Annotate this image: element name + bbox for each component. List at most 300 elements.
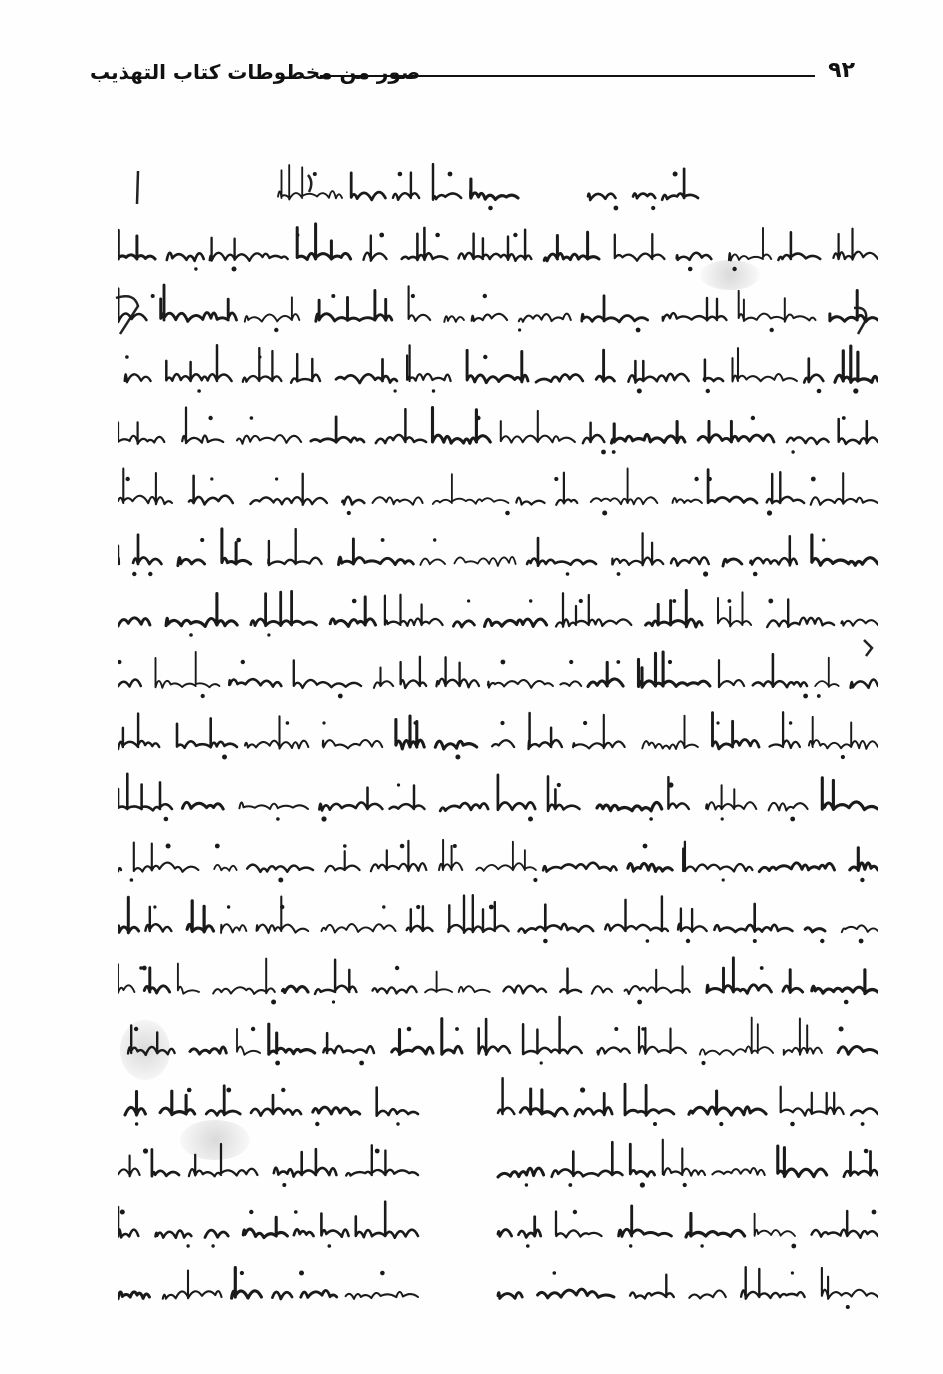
diacritic-dot [861, 1122, 865, 1126]
manuscript-line [118, 891, 878, 949]
diacritic-dot [296, 233, 300, 237]
handwritten-word [145, 906, 171, 931]
handwritten-word [673, 498, 702, 503]
diacritic-dot [525, 1183, 528, 1186]
diacritic-dot [770, 328, 774, 332]
manuscript-line [118, 1196, 878, 1254]
handwritten-word [639, 652, 710, 687]
handwritten-word [163, 1270, 222, 1298]
handwritten-word [118, 469, 172, 505]
handwritten-word [420, 559, 445, 565]
diacritic-dot [768, 599, 773, 604]
manuscript-line [118, 1257, 878, 1315]
handwritten-word [402, 228, 448, 260]
diacritic-dot [790, 1121, 795, 1126]
handwritten-word [407, 906, 433, 931]
diacritic-dot [398, 172, 403, 177]
handwritten-word [433, 474, 509, 504]
handwritten-word [272, 1292, 292, 1299]
handwritten-word [425, 971, 452, 992]
diacritic-dot [338, 694, 343, 699]
handwritten-word [733, 348, 797, 381]
diacritic-dot [649, 817, 653, 821]
handwritten-word [213, 958, 275, 993]
handwritten-word [268, 529, 321, 565]
handwritten-word [187, 900, 213, 931]
handwritten-word [313, 1107, 360, 1114]
diacritic-dot [282, 1183, 286, 1187]
diacritic-dot [817, 389, 822, 394]
diacritic-dot [640, 1182, 645, 1187]
diacritic-dot [343, 844, 347, 848]
handwritten-word [396, 716, 424, 749]
handwritten-word [625, 966, 690, 994]
handwritten-word [247, 864, 313, 871]
handwritten-word [315, 959, 356, 993]
handwritten-word [291, 354, 320, 383]
handwritten-word [178, 963, 199, 993]
diacritic-dot [200, 538, 204, 542]
diacritic-dot [201, 694, 205, 698]
manuscript-line [118, 219, 878, 277]
handwritten-word [467, 351, 528, 383]
diacritic-dot [453, 844, 457, 848]
handwritten-word [519, 1217, 541, 1238]
diacritic-dot [617, 572, 621, 576]
handwritten-word [841, 620, 878, 626]
handwritten-word [556, 594, 631, 628]
handwritten-word [552, 1142, 623, 1177]
handwritten-word [245, 717, 308, 749]
handwritten-word [356, 1202, 418, 1238]
handwritten-word [556, 473, 577, 505]
handwritten-word [630, 1144, 654, 1176]
handwritten-word [544, 232, 599, 260]
handwritten-word [373, 986, 417, 993]
handwritten-word [214, 864, 236, 870]
manuscript-line [118, 463, 878, 521]
diacritic-dot [381, 538, 385, 542]
handwritten-word [323, 1033, 374, 1053]
diacritic-dot [641, 1027, 645, 1031]
diacritic-dot [186, 1244, 189, 1247]
diacritic-dot [505, 511, 510, 516]
diacritic-dot [753, 572, 758, 577]
handwritten-word [118, 964, 134, 993]
diacritic-dot [328, 1244, 332, 1248]
diacritic-dot [708, 477, 712, 481]
handwritten-word [316, 290, 392, 321]
handwritten-word [612, 422, 685, 444]
diacritic-dot [820, 938, 824, 942]
diacritic-dot [614, 206, 619, 211]
handwritten-word [485, 619, 547, 626]
running-title: صور من مخطوطات كتاب التهذيب [90, 60, 421, 84]
handwritten-word [257, 896, 309, 932]
handwritten-word [321, 1213, 348, 1236]
handwritten-word [822, 1268, 878, 1299]
diacritic-dot [673, 172, 678, 177]
diacritic-dot [728, 599, 732, 603]
diacritic-dot [222, 755, 227, 760]
diacritic-dot [299, 1270, 304, 1275]
diacritic-dot [226, 1087, 231, 1092]
handwritten-word [222, 529, 251, 564]
handwritten-word [346, 1292, 418, 1299]
handwritten-word [741, 1267, 805, 1299]
handwritten-word [556, 1211, 602, 1237]
handwritten-word [444, 316, 464, 322]
handwritten-word [374, 668, 393, 688]
handwritten-word [407, 345, 451, 381]
handwritten-word [769, 802, 808, 810]
handwritten-word [504, 985, 547, 993]
page-number: ٩٢ [828, 58, 855, 83]
diacritic-dot [258, 356, 261, 359]
handwritten-word [433, 164, 461, 200]
handwritten-word [573, 715, 625, 749]
handwritten-word [787, 438, 829, 445]
handwritten-word [833, 229, 878, 260]
handwritten-word [575, 1093, 612, 1116]
diacritic-dot [380, 1271, 385, 1276]
handwritten-word [538, 1289, 614, 1298]
handwritten-word [118, 680, 141, 687]
handwritten-word [453, 621, 474, 627]
handwritten-word [501, 411, 575, 443]
handwritten-word [781, 1087, 844, 1116]
handwritten-word [472, 314, 508, 321]
handwritten-word [588, 194, 616, 200]
diacritic-dot [407, 1026, 412, 1031]
diacritic-dot [579, 599, 583, 603]
handwritten-word [815, 658, 839, 687]
handwritten-word [597, 802, 662, 810]
handwritten-word [251, 1095, 301, 1116]
diacritic-dot [208, 416, 212, 420]
diacritic-dot [853, 389, 858, 394]
diacritic-dot [643, 843, 648, 848]
handwritten-word [342, 497, 364, 505]
diacritic-dot [719, 1122, 723, 1126]
diacritic-dot [753, 939, 757, 943]
handwritten-word [161, 285, 237, 321]
handwritten-word [245, 297, 299, 321]
diacritic-dot [501, 660, 506, 665]
handwritten-word [118, 1155, 140, 1176]
diacritic-dot [583, 721, 587, 725]
handwritten-word [479, 1019, 510, 1055]
diacritic-dot [553, 1271, 557, 1275]
diacritic-dot [375, 1148, 380, 1153]
handwritten-word [160, 1091, 195, 1114]
diacritic-dot [668, 660, 672, 664]
diacritic-dot [332, 1000, 335, 1003]
handwritten-word [630, 1275, 674, 1299]
handwritten-word [809, 717, 878, 749]
handwritten-word [294, 1229, 314, 1236]
handwritten-word [536, 375, 583, 383]
handwritten-word [835, 346, 878, 382]
manuscript-text-block [118, 158, 878, 1318]
diacritic-dot [554, 477, 558, 481]
diacritic-dot [569, 660, 573, 664]
handwritten-word [243, 1217, 287, 1237]
handwritten-word [560, 968, 581, 993]
diacritic-dot [132, 572, 136, 576]
handwritten-word [628, 863, 672, 871]
diacritic-dot [347, 511, 351, 515]
diacritic-dot [215, 843, 220, 848]
diacritic-dot [251, 1027, 255, 1031]
handwritten-word [283, 986, 309, 992]
handwritten-word [118, 868, 121, 871]
handwritten-word [612, 534, 663, 566]
handwritten-word [435, 742, 476, 750]
diacritic-dot [872, 1209, 877, 1214]
diacritic-dot [322, 722, 325, 725]
handwritten-word [839, 419, 878, 444]
handwritten-word [739, 291, 816, 322]
diacritic-dot [526, 1244, 530, 1248]
running-header [90, 52, 855, 92]
diacritic-dot [331, 294, 335, 298]
diacritic-dot [811, 477, 816, 482]
handwritten-word [392, 1029, 433, 1054]
handwritten-word [339, 539, 414, 565]
handwritten-word [671, 558, 709, 566]
diacritic-dot [636, 328, 641, 333]
diacritic-dot [139, 966, 142, 969]
diacritic-dot [240, 1271, 244, 1275]
handwritten-word [543, 862, 616, 871]
diacritic-dot [859, 938, 864, 943]
handwritten-word [615, 234, 665, 261]
handwritten-word [440, 803, 488, 811]
diacritic-dot [483, 355, 487, 359]
diacritic-dot [767, 511, 772, 516]
diacritic-dot [791, 1271, 794, 1274]
diacritic-dot [382, 905, 385, 908]
diacritic-dot [249, 1210, 253, 1214]
handwritten-word [454, 557, 515, 566]
diacritic-dot [557, 782, 561, 786]
handwritten-word [519, 904, 594, 932]
diacritic-dot [148, 572, 152, 576]
manuscript-line [118, 646, 878, 704]
handwritten-word [459, 230, 532, 261]
manuscript-line [118, 280, 878, 338]
handwritten-word [851, 1108, 878, 1115]
handwritten-word [662, 169, 698, 200]
diacritic-dot [143, 1148, 148, 1153]
handwritten-word [118, 618, 150, 626]
diacritic-dot [716, 722, 719, 725]
handwritten-word [689, 1290, 726, 1298]
handwritten-word [297, 224, 350, 260]
diacritic-dot [286, 722, 290, 726]
diacritic-dot [500, 721, 504, 725]
diacritic-dot [668, 782, 673, 787]
diacritic-dot [483, 294, 487, 298]
diacritic-dot [187, 1087, 192, 1092]
handwritten-word [125, 374, 151, 382]
diacritic-dot [315, 1122, 319, 1126]
handwritten-word [251, 592, 317, 626]
handwritten-word [433, 408, 491, 444]
diacritic-dot [194, 267, 197, 270]
diacritic-dot [528, 816, 533, 821]
diacritic-dot [803, 694, 808, 699]
diacritic-dot [701, 1061, 705, 1065]
handwritten-word [471, 179, 518, 199]
handwritten-word [156, 1230, 192, 1237]
diacritic-dot [844, 999, 849, 1004]
diacritic-dot [416, 905, 420, 909]
handwritten-word [459, 986, 490, 992]
diacritic-dot [400, 843, 405, 848]
handwritten-word [678, 908, 707, 931]
diacritic-dot [120, 1209, 125, 1214]
handwritten-word [783, 969, 803, 992]
handwritten-word [560, 682, 581, 687]
manuscript-line [118, 1135, 878, 1193]
diacritic-dot [455, 755, 460, 760]
handwritten-word [190, 1047, 226, 1054]
handwritten-word [182, 408, 223, 444]
handwritten-word [689, 1091, 766, 1115]
diacritic-dot [518, 328, 521, 331]
handwritten-word [520, 1089, 567, 1116]
handwritten-word [319, 787, 382, 810]
diacritic-dot [359, 1060, 364, 1065]
handwritten-word [488, 680, 553, 688]
diacritic-dot [543, 938, 548, 943]
diacritic-dot [846, 1305, 850, 1309]
handwritten-word [237, 435, 301, 444]
handwritten-word [498, 1292, 522, 1298]
diacritic-dot [760, 966, 764, 970]
diacritic-dot [683, 1183, 687, 1187]
handwritten-word [850, 847, 878, 870]
diacritic-dot [189, 634, 193, 638]
handwritten-word [237, 1029, 260, 1055]
handwritten-word [401, 657, 427, 688]
handwritten-word [677, 253, 712, 260]
handwritten-word [166, 594, 237, 627]
diacritic-dot [134, 1027, 138, 1031]
manuscript-line [118, 1013, 878, 1071]
handwritten-word [498, 1168, 544, 1177]
handwritten-word [583, 423, 604, 443]
diacritic-dot [379, 233, 384, 238]
manuscript-line [118, 1074, 878, 1132]
handwritten-word [439, 839, 462, 869]
handwritten-word [683, 841, 752, 871]
diacritic-dot [706, 389, 710, 393]
handwritten-word [118, 897, 139, 933]
diacritic-dot [433, 539, 436, 542]
handwritten-word [706, 785, 756, 809]
handwritten-word [364, 236, 387, 261]
handwritten-word [351, 173, 385, 200]
diacritic-dot [125, 355, 129, 359]
diacritic-dot [688, 267, 693, 272]
diacritic-dot [791, 451, 794, 454]
handwritten-word [830, 291, 878, 322]
diacritic-dot [839, 1026, 844, 1031]
handwritten-word [707, 957, 772, 993]
diacritic-dot [637, 999, 642, 1004]
diacritic-dot [860, 877, 864, 881]
diacritic-dot [533, 877, 537, 881]
diacritic-dot [275, 1060, 280, 1065]
handwritten-word [294, 661, 361, 689]
diacritic-dot [397, 783, 400, 786]
handwritten-word [704, 360, 723, 382]
manuscript-line [118, 830, 878, 888]
diacritic-dot [651, 206, 655, 210]
handwritten-word [750, 537, 797, 566]
handwritten-word [784, 1018, 822, 1054]
manuscript-line [118, 585, 878, 643]
diacritic-dot [151, 294, 155, 298]
handwritten-word [759, 862, 834, 871]
handwritten-word [442, 1018, 462, 1054]
handwritten-word [712, 1168, 764, 1175]
handwritten-word [390, 785, 425, 809]
handwritten-word [437, 658, 480, 688]
handwritten-word [377, 1087, 418, 1115]
handwritten-word [311, 417, 364, 442]
diacritic-dot [789, 722, 792, 725]
manuscript-line [118, 952, 878, 1010]
handwritten-word [729, 228, 771, 261]
diacritic-dot [250, 416, 254, 420]
handwritten-word [646, 591, 703, 628]
handwritten-word [619, 1206, 672, 1237]
handwritten-word [118, 773, 172, 810]
diacritic-dot [267, 634, 270, 637]
handwritten-word [373, 498, 423, 505]
diacritic-dot [573, 1210, 577, 1214]
diacritic-dot [118, 660, 122, 664]
diacritic-dot [394, 390, 397, 393]
handwritten-word [239, 802, 308, 809]
handwritten-word [628, 361, 688, 383]
handwritten-word [325, 851, 359, 871]
handwritten-word [588, 663, 623, 687]
handwritten-word [838, 1046, 878, 1054]
diacritic-dot [280, 904, 284, 908]
diacritic-dot [395, 965, 399, 969]
handwritten-word [778, 1146, 827, 1177]
manuscript-line [118, 524, 878, 582]
diacritic-dot [646, 939, 650, 943]
diacritic-dot [211, 1244, 214, 1247]
diacritic-dot [566, 573, 570, 577]
handwritten-word [529, 713, 562, 749]
handwritten-word [376, 409, 426, 443]
diacritic-dot [476, 416, 480, 420]
diacritic-dot [275, 478, 278, 481]
handwritten-word [718, 593, 751, 627]
diacritic-dot [694, 477, 698, 481]
handwritten-word [527, 538, 596, 566]
handwritten-word [516, 498, 544, 505]
handwritten-word [723, 559, 742, 566]
diacritic-dot [842, 416, 846, 420]
